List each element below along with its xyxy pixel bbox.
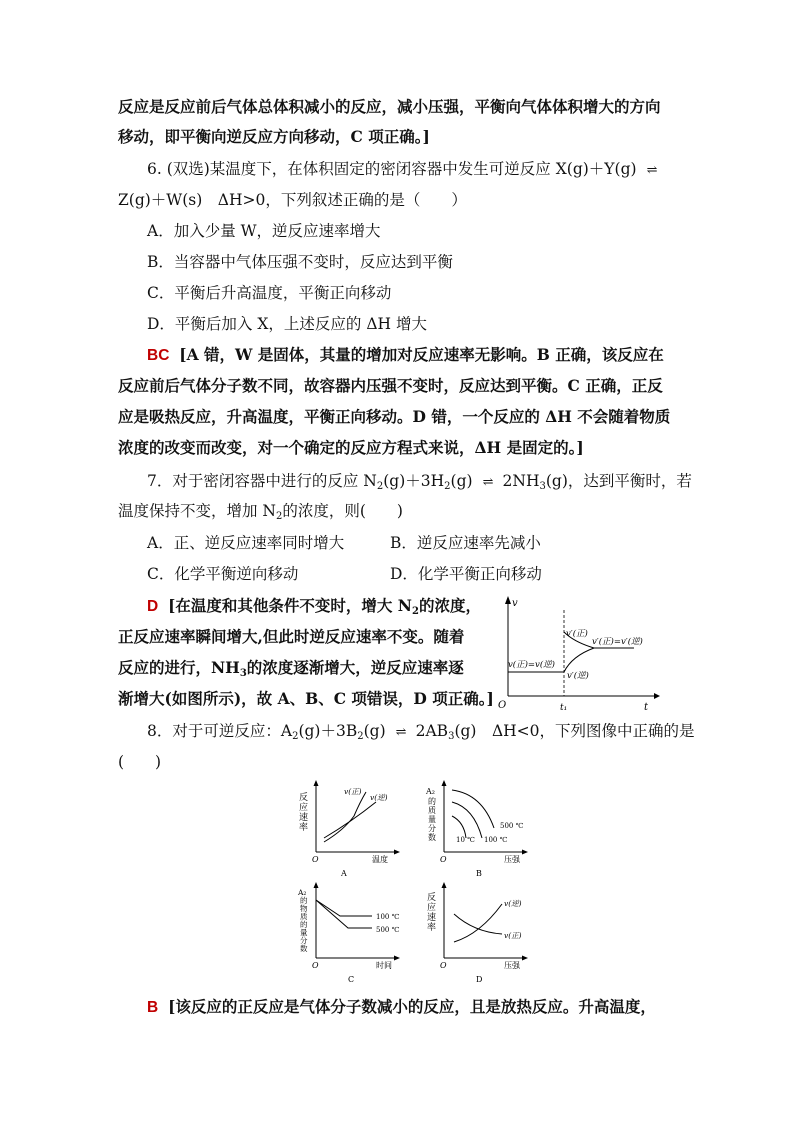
graph-c-caption: C bbox=[348, 975, 355, 984]
q8-graph-c bbox=[296, 882, 406, 986]
graph-b-ylabel-5: 数 bbox=[428, 833, 436, 842]
q6-explanation-line2: 反应前后气体分子数不同，故容器内压强不变时，反应达到平衡。C 正确，正反 bbox=[118, 376, 663, 395]
q6-explanation-line4: 浓度的改变而改变，对一个确定的反应方程式来说，ΔH 是固定的。] bbox=[118, 438, 584, 457]
graph-a-ylabel-3: 率 bbox=[299, 823, 309, 833]
q8-line1: 8．对于可逆反应：$A_2(g)+3B_2(g)$ ⇌ $2AB_3(g)$ ΔH<0，下列图像中正确的是 bbox=[147, 722, 695, 742]
graph-d-ylabel-2: 速 bbox=[427, 913, 437, 923]
graph-c-ylabel-0: A₂ bbox=[298, 888, 307, 897]
graph-d-xlabel: 压强 bbox=[504, 961, 520, 970]
graph-a-series-1: v(正) bbox=[344, 787, 362, 796]
graph-a-ylabel-1: 应 bbox=[299, 803, 309, 813]
q6-option-a: A．加入少量 W，逆反应速率增大 bbox=[147, 222, 381, 240]
q6-option-b: B．当容器中气体压强不变时，反应达到平衡 bbox=[147, 253, 453, 271]
graph-c-xlabel: 时间 bbox=[376, 961, 392, 970]
q8-text-a: 8．对于可逆反应：A bbox=[147, 722, 293, 740]
q7-fig-t: t bbox=[644, 702, 649, 713]
graph-d-ylabel-1: 应 bbox=[427, 903, 437, 913]
graph-c-ylabel-5: 量 bbox=[300, 928, 308, 937]
q8-text-c: (g) bbox=[363, 722, 386, 740]
q7-fig-fwd: v′(正) bbox=[566, 629, 588, 639]
graph-a-xlabel: 温度 bbox=[372, 855, 388, 864]
q7-fig-rev: v′(逆) bbox=[567, 671, 589, 681]
q7-option-c: C．化学平衡逆向移动 bbox=[147, 565, 299, 583]
graph-c-origin: O bbox=[312, 961, 319, 970]
q8-graph-a bbox=[296, 780, 406, 880]
text-line: 反应是反应前后气体总体积减小的反应，减小压强，平衡向气体体积增大的方向 bbox=[118, 97, 661, 116]
graph-c-ylabel-7: 数 bbox=[300, 944, 308, 953]
q6-explanation-line1 bbox=[147, 344, 664, 367]
graph-b-series-2: 100 ℃ bbox=[484, 836, 508, 844]
q8-text-b: (g)＋3B bbox=[298, 722, 358, 740]
q8-text-d: 2AB bbox=[415, 722, 449, 740]
equilibrium-arrow-icon: ⇌ bbox=[646, 163, 657, 178]
q8-graph-d bbox=[424, 882, 534, 986]
q7-explanation-line2: 正反应速率瞬间增大,但此时逆反应速率不变。随着 bbox=[118, 627, 465, 646]
q7-fig-v: v bbox=[512, 598, 518, 609]
graph-b-ylabel-1: 的 bbox=[428, 797, 436, 806]
q7-explanation-line1: D [在温度和其他条件不变时，增大 $N_2$的浓度， bbox=[147, 596, 481, 617]
graph-b-ylabel-0: A₂ bbox=[426, 787, 435, 796]
equilibrium-arrow-icon: ⇌ bbox=[395, 725, 406, 740]
q7-expl-1b: 的浓度， bbox=[418, 596, 481, 615]
graph-c-series-2: 500 ℃ bbox=[376, 926, 400, 934]
q8-graph-b bbox=[424, 780, 534, 880]
q8-expl-text: [该反应的正反应是气体分子数减小的反应，且是放热反应。升高温度， bbox=[168, 997, 656, 1016]
graph-a-origin: O bbox=[312, 855, 319, 864]
q7-fig-origin: O bbox=[498, 700, 507, 711]
graph-d-series-1: v(逆) bbox=[504, 899, 522, 908]
graph-c-ylabel-4: 的 bbox=[300, 920, 308, 929]
graph-b-series-1: 500 ℃ bbox=[500, 822, 524, 830]
graph-c-ylabel-6: 分 bbox=[300, 936, 308, 945]
graph-c-series-1: 100 ℃ bbox=[376, 913, 400, 921]
graph-b-caption: B bbox=[476, 869, 482, 878]
q7-fig-t1: t₁ bbox=[560, 703, 568, 713]
graph-b-ylabel-3: 量 bbox=[428, 815, 436, 824]
q7-expl-3a: 反应的进行，NH bbox=[118, 658, 240, 677]
graph-a-ylabel-2: 速 bbox=[299, 813, 309, 823]
q8-text-e: (g) ΔH<0，下列图像中正确的是 bbox=[454, 722, 695, 740]
graph-d-ylabel-0: 反 bbox=[427, 893, 437, 903]
graph-b-origin: O bbox=[440, 855, 447, 864]
q7-fig-eq-label: v(正)=v(逆) bbox=[508, 660, 555, 670]
q7-text-d: 2NH bbox=[502, 472, 540, 490]
graph-d-series-2: v(正) bbox=[504, 931, 522, 940]
q6-line1 bbox=[147, 158, 667, 182]
graph-a-ylabel-0: 反 bbox=[299, 793, 309, 803]
q6-expl-text: [A 错，W 是固体，其量的增加对反应速率无影响。B 正确，该反应在 bbox=[179, 345, 664, 364]
q7-text-c: (g) bbox=[450, 472, 473, 490]
graph-b-ylabel-2: 质 bbox=[428, 806, 436, 815]
q6-answer: BC bbox=[147, 347, 170, 364]
q7-rate-time-graph bbox=[494, 592, 662, 714]
text-line: 移动，即平衡向逆反应方向移动，C 项正确。] bbox=[118, 127, 430, 146]
q6-option-c: C．平衡后升高温度，平衡正向移动 bbox=[147, 284, 392, 302]
graph-c-ylabel-3: 质 bbox=[300, 912, 308, 921]
graph-d-origin: O bbox=[440, 961, 447, 970]
q7-line2-b: 的浓度，则( ) bbox=[282, 502, 403, 520]
q8-line2: ( ) bbox=[118, 753, 162, 771]
graph-b-xlabel: 压强 bbox=[504, 855, 520, 864]
q8-explanation-line1 bbox=[147, 996, 656, 1019]
graph-c-ylabel-1: 的 bbox=[300, 896, 308, 905]
graph-b-series-3: 10 ℃ bbox=[456, 836, 475, 844]
q7-answer: D bbox=[147, 598, 159, 615]
q7-expl-1a: [在温度和其他条件不变时，增大 N bbox=[168, 596, 412, 615]
q7-option-d: D．化学平衡正向移动 bbox=[390, 565, 542, 583]
q7-line1: 7．对于密闭容器中进行的反应 $N_2(g)+3H_2(g)$ ⇌ $2NH_3(g)$，达到平衡时，若 bbox=[147, 472, 692, 492]
q7-option-a: A．正、逆反应速率同时增大 bbox=[147, 534, 345, 552]
graph-b-ylabel-4: 分 bbox=[428, 824, 436, 833]
q6-line1-text: 6. (双选)某温度下，在体积固定的密闭容器中发生可逆反应 X(g)＋Y(g) bbox=[147, 160, 637, 178]
q6-explanation-line3: 应是吸热反应，升高温度，平衡正向移动。D 错，一个反应的 ΔH 不会随着物质 bbox=[118, 407, 671, 426]
q6-option-d: D．平衡后加入 X，上述反应的 ΔH 增大 bbox=[147, 315, 427, 333]
q6-line2: Z(g)＋W(s) ΔH>0，下列叙述正确的是（ ） bbox=[118, 191, 467, 209]
q8-answer: B bbox=[147, 999, 159, 1016]
equilibrium-arrow-icon: ⇌ bbox=[482, 475, 493, 490]
q7-fig-new-eq: v′(正)=v′(逆) bbox=[592, 637, 643, 647]
q7-line2-a: 温度保持不变，增加 N bbox=[118, 502, 276, 520]
graph-d-caption: D bbox=[476, 975, 483, 984]
q7-option-b: B．逆反应速率先减小 bbox=[390, 534, 541, 552]
graph-c-ylabel-2: 物 bbox=[300, 904, 308, 913]
graph-a-series-2: v(逆) bbox=[370, 793, 388, 802]
q7-text-b: (g)＋3H bbox=[383, 472, 445, 490]
graph-d-ylabel-3: 率 bbox=[427, 923, 437, 933]
q7-text-a: 7．对于密闭容器中进行的反应 N bbox=[147, 472, 377, 490]
q7-expl-3b: 的浓度逐渐增大，逆反应速率逐 bbox=[246, 658, 464, 677]
graph-a-caption: A bbox=[341, 869, 347, 878]
q7-line2: 温度保持不变，增加 $N_2$的浓度，则( ) bbox=[118, 502, 403, 522]
q7-explanation-line3: 反应的进行，$NH_3$的浓度逐渐增大，逆反应速率逐 bbox=[118, 658, 464, 679]
q7-text-e: (g)，达到平衡时，若 bbox=[545, 472, 692, 490]
q7-explanation-line4: 渐增大(如图所示)，故 A、B、C 项错误，D 项正确。] bbox=[118, 689, 494, 708]
